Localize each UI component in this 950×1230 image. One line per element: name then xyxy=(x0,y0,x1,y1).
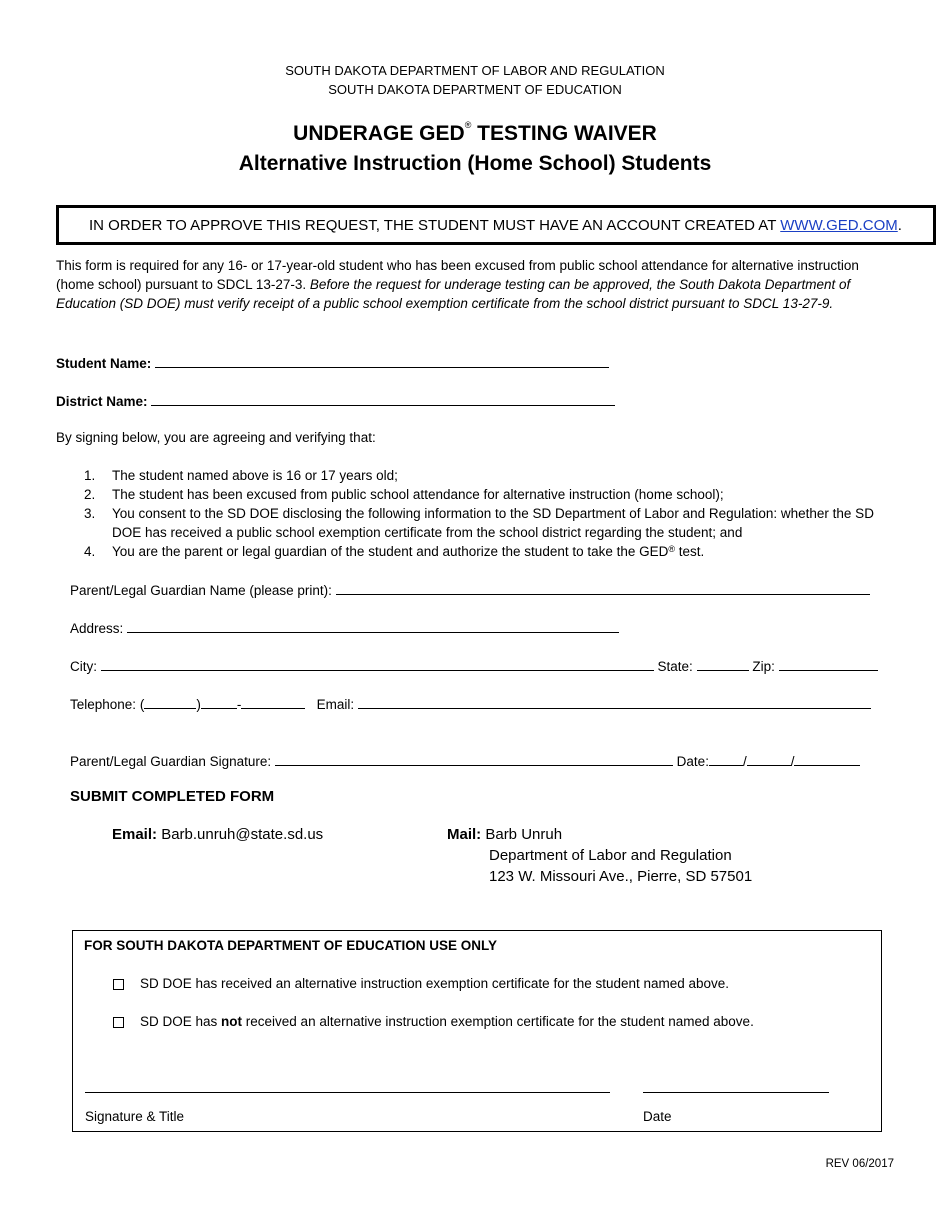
district-name-field xyxy=(56,392,615,409)
doe-signature-line[interactable] xyxy=(85,1092,610,1093)
city-input[interactable] xyxy=(101,657,654,671)
guardian-name-field xyxy=(70,581,870,598)
telephone-label: Telephone: xyxy=(70,697,137,712)
list-item xyxy=(84,542,884,561)
agreement-lead: By signing below, you are agreeing and verifying that: xyxy=(56,430,376,445)
registered-mark: ® xyxy=(464,120,472,130)
submit-heading: SUBMIT COMPLETED FORM xyxy=(70,788,275,805)
not-received-text-a: SD DOE has xyxy=(140,1014,222,1029)
student-name-input[interactable] xyxy=(155,354,609,368)
doe-received-option xyxy=(113,976,729,991)
mail-recipient: Barb Unruh xyxy=(485,826,563,843)
received-option-text: SD DOE has received an alternative instruction exemption certificate for the student named above. xyxy=(140,976,730,991)
list-item-text: You are the parent or legal guardian of the student and authorize the student to take the GED xyxy=(112,544,669,559)
doe-not-received-option xyxy=(113,1014,754,1029)
doe-use-only-box xyxy=(72,930,882,1132)
ged-website-link[interactable]: WWW.GED.COM xyxy=(780,216,898,234)
received-checkbox[interactable] xyxy=(113,979,124,990)
guardian-name-input[interactable] xyxy=(336,581,870,595)
notice-end: . xyxy=(897,216,902,234)
agreement-list xyxy=(84,466,884,561)
doe-use-only-title: FOR SOUTH DAKOTA DEPARTMENT OF EDUCATION USE ONLY xyxy=(84,938,498,953)
list-number: 4. xyxy=(84,544,96,559)
phone-prefix-input[interactable] xyxy=(201,695,237,709)
registered-mark: ® xyxy=(668,544,676,554)
list-number: 1. xyxy=(84,468,96,483)
guardian-signature-label: Parent/Legal Guardian Signature: xyxy=(70,754,272,769)
title-part-1: UNDERAGE GED xyxy=(293,122,465,145)
intro-plain: This form is required for any 16- or 17-year-old student who has been excused from public school attendance for alternative instruction (home school) pursuant to SDCL 13-27-3. xyxy=(56,258,859,292)
submit-mail-label: Mail: xyxy=(447,826,482,843)
email-input[interactable] xyxy=(358,695,871,709)
phone-dash: - xyxy=(236,697,242,712)
list-item-text: The student has been excused from public school attendance for alternative instruction (home school); xyxy=(112,487,724,502)
city-state-zip-row xyxy=(70,657,878,674)
list-number: 3. xyxy=(84,506,96,521)
list-item-text: You consent to the SD DOE disclosing the following information to the SD Department of Labor and Regulation: whether the SD DOE has received a public school exemption certificate from the school district regarding the student; and xyxy=(112,506,874,540)
date-slash: / xyxy=(790,754,795,769)
dept-education-heading: SOUTH DAKOTA DEPARTMENT OF EDUCATION xyxy=(328,82,622,97)
address-label: Address: xyxy=(70,621,124,636)
state-input[interactable] xyxy=(697,657,749,671)
date-month-input[interactable] xyxy=(709,752,743,766)
form-title xyxy=(0,122,950,146)
address-input[interactable] xyxy=(127,619,619,633)
submit-email xyxy=(112,824,323,845)
not-received-checkbox[interactable] xyxy=(113,1017,124,1028)
area-code-input[interactable] xyxy=(144,695,196,709)
mail-department: Department of Labor and Regulation xyxy=(489,847,732,864)
notice-box xyxy=(56,205,936,245)
student-name-label: Student Name: xyxy=(56,356,152,371)
submit-email-label: Email: xyxy=(112,826,158,843)
guardian-name-label: Parent/Legal Guardian Name (please print): xyxy=(70,583,332,598)
phone-line-input[interactable] xyxy=(241,695,305,709)
list-item xyxy=(84,466,884,485)
state-label: State: xyxy=(657,659,693,674)
not-received-emphasis: not xyxy=(221,1014,243,1029)
student-name-field xyxy=(56,354,609,371)
doe-date-label: Date xyxy=(643,1109,672,1124)
mail-street-address: 123 W. Missouri Ave., Pierre, SD 57501 xyxy=(489,868,753,885)
not-received-text-b: received an alternative instruction exemption certificate for the student named above. xyxy=(242,1014,754,1029)
doe-date-line[interactable] xyxy=(643,1092,829,1093)
guardian-signature-input[interactable] xyxy=(275,752,673,766)
notice-text: IN ORDER TO APPROVE THIS REQUEST, THE STUDENT MUST HAVE AN ACCOUNT CREATED AT xyxy=(89,216,781,234)
intro-italic: Before the request for underage testing can be approved, the South Dakota Department of Education (SD DOE) must verify receipt of a public school exemption certificate from the school district pursuant to SDCL 13-27-9. xyxy=(56,277,851,311)
date-label: Date: xyxy=(676,754,709,769)
submit-mail xyxy=(447,824,752,887)
city-label: City: xyxy=(70,659,97,674)
email-label: Email: xyxy=(316,697,355,712)
phone-paren-open: ( xyxy=(139,697,145,712)
date-year-input[interactable] xyxy=(794,752,860,766)
form-subtitle: Alternative Instruction (Home School) Students xyxy=(238,152,712,175)
district-name-label: District Name: xyxy=(56,394,148,409)
list-item-text: The student named above is 16 or 17 years old; xyxy=(112,468,398,483)
list-item xyxy=(84,485,884,504)
date-day-input[interactable] xyxy=(747,752,791,766)
date-slash: / xyxy=(742,754,747,769)
telephone-email-row xyxy=(70,695,871,712)
revision-label: REV 06/2017 xyxy=(825,1158,894,1170)
signature-title-label: Signature & Title xyxy=(85,1109,185,1124)
district-name-input[interactable] xyxy=(151,392,615,406)
address-field xyxy=(70,619,619,636)
submit-email-value[interactable]: Barb.unruh@state.sd.us xyxy=(161,826,324,843)
list-item xyxy=(84,504,884,542)
zip-label: Zip: xyxy=(752,659,775,674)
phone-paren-close: ) xyxy=(196,697,201,712)
list-item-text-end: test. xyxy=(675,544,705,559)
zip-input[interactable] xyxy=(779,657,878,671)
title-part-2: TESTING WAIVER xyxy=(471,122,657,145)
signature-date-row xyxy=(70,752,860,769)
dept-labor-heading: SOUTH DAKOTA DEPARTMENT OF LABOR AND REGULATION xyxy=(285,63,665,78)
intro-paragraph xyxy=(56,256,886,313)
list-number: 2. xyxy=(84,487,96,502)
